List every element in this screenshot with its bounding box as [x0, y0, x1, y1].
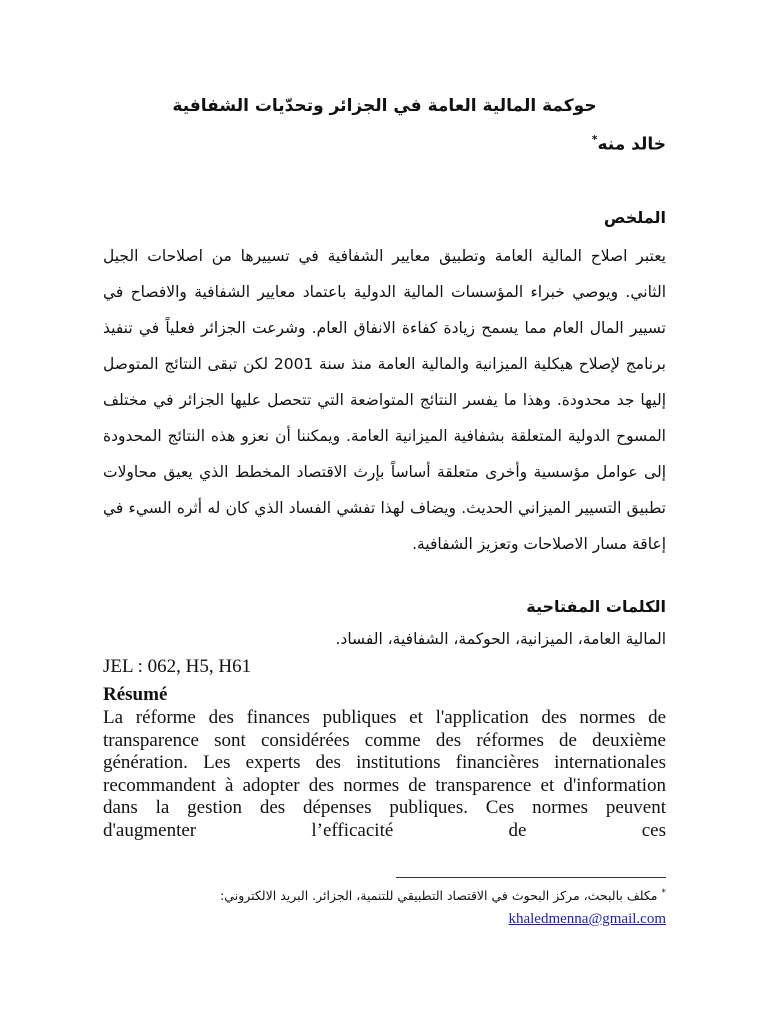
author-footnote-mark: *	[591, 133, 598, 146]
footnote-text: مكلف بالبحث، مركز البحوث في الاقتصاد التطبيقي للتنمية، الجزائر. البريد الالكتروني:	[220, 888, 658, 904]
author-email-link[interactable]: khaledmenna@gmail.com	[508, 911, 666, 927]
abstract-body: يعتبر اصلاح المالية العامة وتطبيق معايير الشفافية في تسييرها من اصلاحات الجيل الثاني. ويوصي خبراء المؤسسات المالية الدولية باعتماد معايير الشفافية والافصاح في تسيير المال العام مما يسمح زيادة كفاءة الانفاق العام. وشرعت الجزائر فعلياً في تنفيذ برنامج لإصلاح هيكلية الميزانية والمالية العامة منذ سنة 2001 لكن تبقى النتائج المتوصل إليها جد محدودة. وهذا ما يفسر النتائج المتواضعة التي تتحصل عليها الجزائر في مختلف المسوح الدولية المتعلقة بشفافية الميزانية العامة. ويمكننا أن نعزو هذه النتائج المحدودة إلى عوامل مؤسسية وأخرى متعلقة أساساً بإرث الاقتصاد المخطط الذي يعيق محاولات تطبيق التسيير الميزاني الحديث. ويضاف لهذا تفشي الفساد الذي كان له أثره السيء في إعاقة مسار الاصلاحات وتعزيز الشفافية.	[103, 247, 666, 553]
keywords-heading: الكلمات المفتاحية	[526, 597, 666, 616]
paper-title: حوكمة المالية العامة في الجزائر وتحدّيات الشفافية	[172, 96, 597, 116]
author-label: خالد منه	[597, 134, 666, 155]
author-name	[592, 133, 666, 155]
footnote	[220, 888, 666, 903]
footnote-divider	[396, 877, 666, 878]
resume-body: La réforme des finances publiques et l'application des normes de transparence sont considérées comme des réformes de deuxième génération. Les experts des institutions financières internationales recommandent à adopter des normes de transparence et d'information dans la gestion des dépenses publiques. Ces normes peuvent d'augmenter l’efficacité de ces	[103, 707, 666, 841]
document-page	[103, 0, 666, 1024]
jel-codes: JEL : 062, H5, H61	[103, 656, 252, 677]
abstract-heading: الملخص	[603, 208, 666, 227]
keywords-list: المالية العامة، الميزانية، الحوكمة، الشفافية، الفساد.	[335, 630, 666, 648]
resume-heading: Résumé	[103, 684, 168, 705]
footnote-mark: *	[661, 888, 666, 898]
